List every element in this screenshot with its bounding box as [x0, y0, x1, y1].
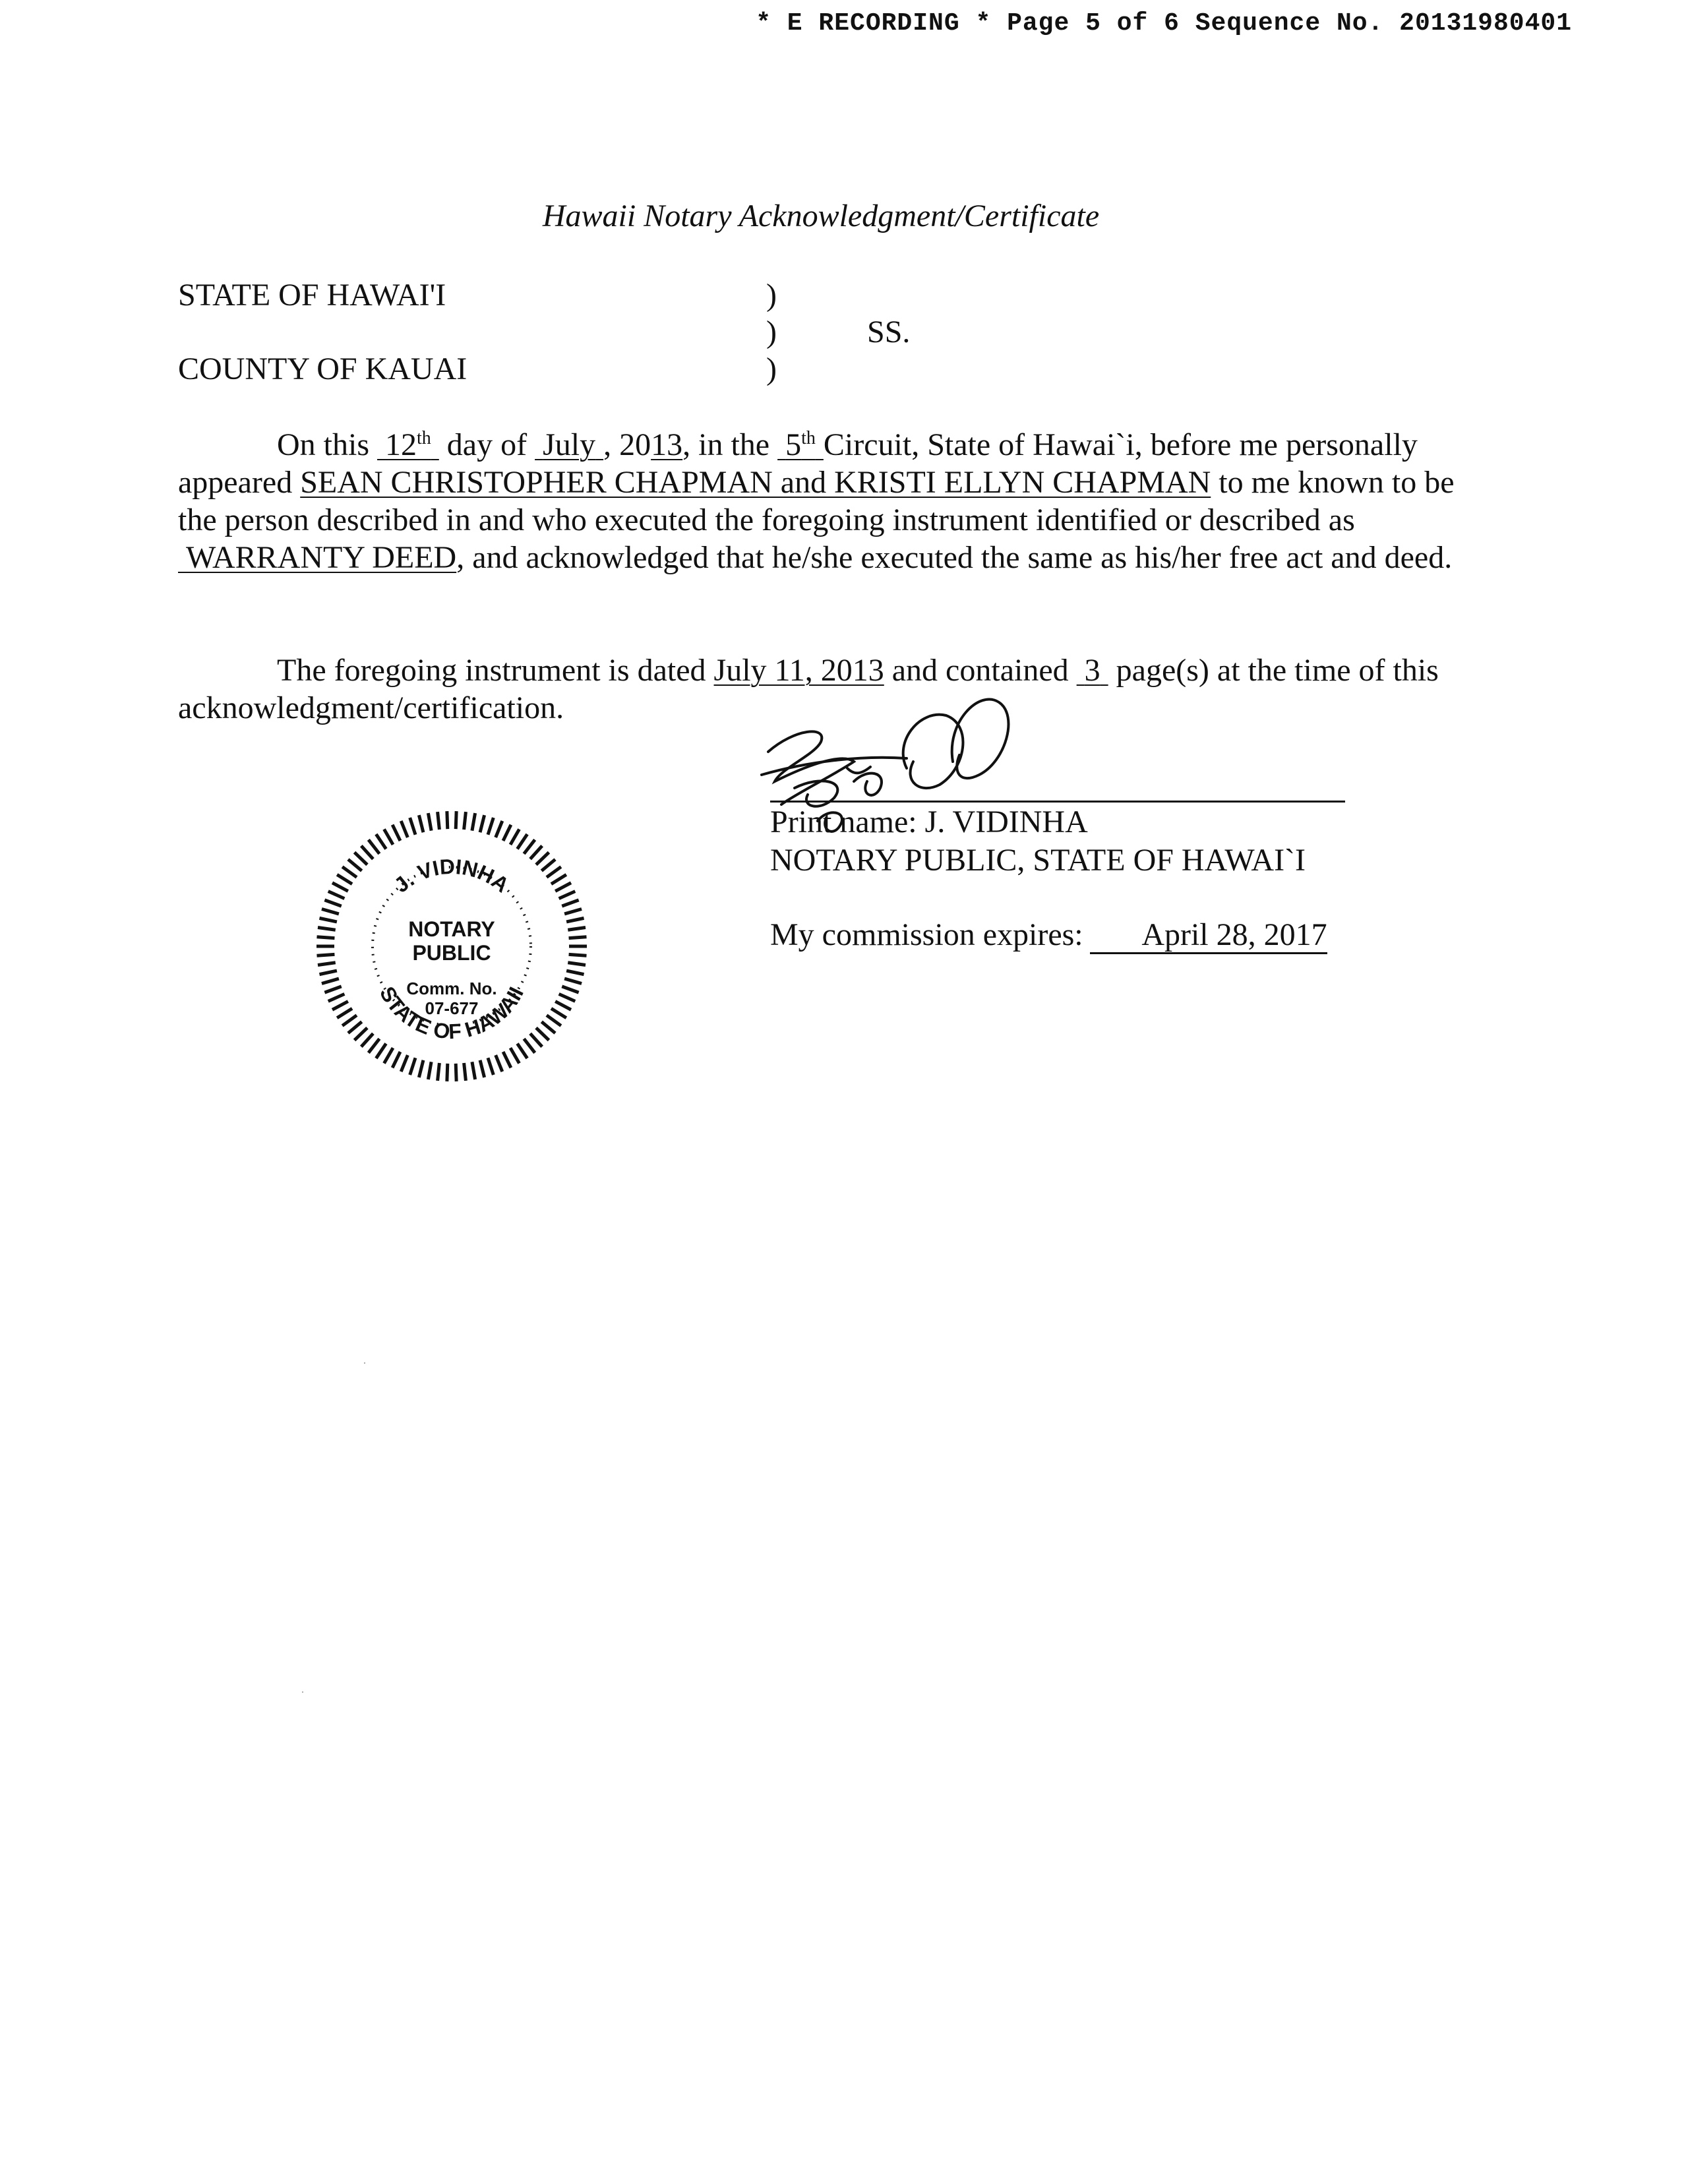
seal-tick — [530, 846, 542, 859]
recording-header: * E RECORDING * Page 5 of 6 Sequence No. 20131980401 — [756, 9, 1572, 38]
seal-tick — [464, 812, 466, 830]
seal-tick — [392, 1052, 400, 1068]
seal-tick — [524, 1039, 535, 1052]
seal-tick — [318, 927, 336, 930]
document-title: Hawaii Notary Acknowledgment/Certificate — [542, 198, 1100, 233]
page-count-field: 3 — [1084, 653, 1100, 688]
seal-tick — [318, 963, 336, 965]
seal-tick — [316, 954, 334, 956]
seal-tick — [324, 986, 341, 992]
venue-state: STATE OF HAWAI'I — [178, 278, 446, 313]
seal-tick — [419, 815, 423, 832]
seal-name: J. VIDINHA — [389, 854, 514, 897]
seal-comm-label: Comm. No. — [406, 979, 497, 998]
seal-tick — [551, 874, 566, 884]
commission-date: April 28, 2017 — [1090, 918, 1327, 954]
seal-tick — [322, 909, 339, 913]
notary-block — [770, 803, 1306, 880]
seal-tick — [419, 1060, 423, 1077]
seal-tick — [496, 1055, 502, 1072]
notary-seal — [310, 804, 593, 1088]
seal-tick — [322, 979, 339, 983]
seal-tick — [328, 892, 345, 899]
seal-tick — [568, 963, 586, 965]
notary-title: NOTARY PUBLIC, STATE OF HAWAI`I — [770, 843, 1306, 878]
seal-tick — [569, 937, 587, 938]
seal-tick — [503, 1052, 511, 1068]
seal-tick — [568, 927, 586, 930]
seal-tick — [428, 813, 431, 831]
year-field: 13 — [651, 427, 683, 462]
names-field: SEAN CHRISTOPHER CHAPMAN and KRISTI ELLYN CHAPMAN — [300, 465, 1211, 500]
scan-speck — [364, 1362, 365, 1364]
seal-tick — [355, 853, 367, 865]
seal-tick — [547, 1016, 561, 1026]
seal-tick — [369, 839, 380, 853]
seal-tick — [510, 1048, 520, 1063]
seal-tick — [547, 867, 561, 878]
seal-tick — [319, 918, 336, 922]
circuit-field: 5th — [785, 427, 816, 462]
seal-tick — [316, 937, 334, 938]
seal-tick — [438, 812, 440, 830]
seal-tick — [447, 811, 448, 829]
seal-tick — [541, 859, 555, 870]
seal-tick — [518, 834, 528, 849]
seal-tick — [384, 1048, 394, 1063]
seal-tick — [348, 1021, 362, 1033]
seal-tick — [410, 818, 415, 835]
seal-tick — [510, 829, 520, 844]
scan-speck — [302, 1691, 303, 1693]
seal-line-notary: NOTARY — [408, 917, 495, 941]
seal-tick — [376, 1044, 386, 1058]
venue-paren: ) — [766, 351, 777, 386]
seal-tick — [319, 971, 336, 975]
seal-line-public: PUBLIC — [412, 941, 491, 965]
seal-tick — [342, 867, 357, 878]
seal-tick — [566, 971, 584, 975]
seal-tick — [559, 892, 576, 899]
venue-ss: SS. — [867, 315, 911, 349]
seal-tick — [536, 853, 549, 865]
notary-print-name: Print name: J. VIDINHA — [770, 804, 1088, 839]
instrument-details-paragraph: The foregoing instrument is dated July 11, 2013 and contained 3 page(s) at the time of this acknowledgment/certification. — [178, 653, 1439, 725]
seal-tick — [562, 900, 578, 906]
seal-tick — [562, 986, 578, 992]
seal-tick — [438, 1063, 440, 1081]
day-field: 12th — [385, 427, 431, 462]
seal-tick — [342, 1016, 357, 1026]
seal-tick — [541, 1021, 555, 1033]
seal-tick — [480, 1060, 485, 1077]
seal-tick — [480, 815, 485, 832]
seal-tick — [566, 918, 584, 922]
seal-tick — [355, 1028, 367, 1041]
seal-tick — [369, 1039, 380, 1052]
seal-tick — [559, 994, 576, 1001]
seal-tick — [384, 829, 394, 844]
seal-tick — [464, 1063, 466, 1081]
commission-expiry — [770, 917, 1327, 954]
seal-state: STATE OF HAWAII — [375, 982, 528, 1044]
seal-tick — [551, 1008, 566, 1017]
seal-tick — [332, 1002, 348, 1010]
seal-tick — [503, 825, 511, 841]
seal-tick — [518, 1044, 528, 1058]
month-field: July — [543, 427, 596, 462]
seal-tick — [361, 1033, 373, 1046]
seal-tick — [361, 846, 373, 859]
seal-tick — [488, 1058, 493, 1075]
signature-line — [770, 801, 1345, 803]
seal-tick — [447, 1064, 448, 1081]
seal-tick — [496, 821, 502, 837]
seal-tick — [401, 1055, 407, 1072]
seal-tick — [337, 1008, 352, 1017]
acknowledgment-paragraph: On this 12th day of July , 2013, in the 5th Circuit, State of Hawai`i, before me personally appeared SEAN CHRISTOPHER CHAPMAN and KRISTI ELLYN CHAPMAN to me known to be the person described in and who executed the foregoing instrument identified or described as WARRANTY DEED, and acknowledged that he/she executed the same as his/her free act and deed. — [178, 427, 1455, 575]
seal-tick — [348, 859, 362, 870]
commission-label: My commission expires: — [770, 917, 1083, 952]
instrument-date-field: July 11, 2013 — [713, 653, 884, 688]
seal-tick — [530, 1033, 542, 1046]
seal-tick — [524, 839, 535, 853]
seal-tick — [488, 818, 493, 835]
seal-tick — [564, 909, 582, 913]
seal-tick — [332, 883, 348, 892]
venue-county: COUNTY OF KAUAI — [178, 351, 467, 386]
seal-tick — [410, 1058, 415, 1075]
seal-tick — [337, 874, 352, 884]
seal-tick — [392, 825, 400, 841]
seal-comm-no: 07-677 — [425, 998, 479, 1018]
seal-tick — [569, 954, 587, 956]
seal-tick — [555, 1002, 571, 1010]
seal-tick — [401, 821, 407, 837]
seal-tick — [472, 1062, 475, 1079]
venue-paren: ) — [766, 278, 777, 313]
seal-tick — [328, 994, 345, 1001]
instrument-field: WARRANTY DEED — [186, 540, 457, 575]
seal-tick — [428, 1062, 431, 1079]
seal-tick — [324, 900, 341, 906]
venue-paren: ) — [766, 315, 777, 349]
seal-tick — [564, 979, 582, 983]
seal-tick — [536, 1028, 549, 1041]
seal-tick — [555, 883, 571, 892]
seal-tick — [472, 813, 475, 831]
seal-tick — [376, 834, 386, 849]
